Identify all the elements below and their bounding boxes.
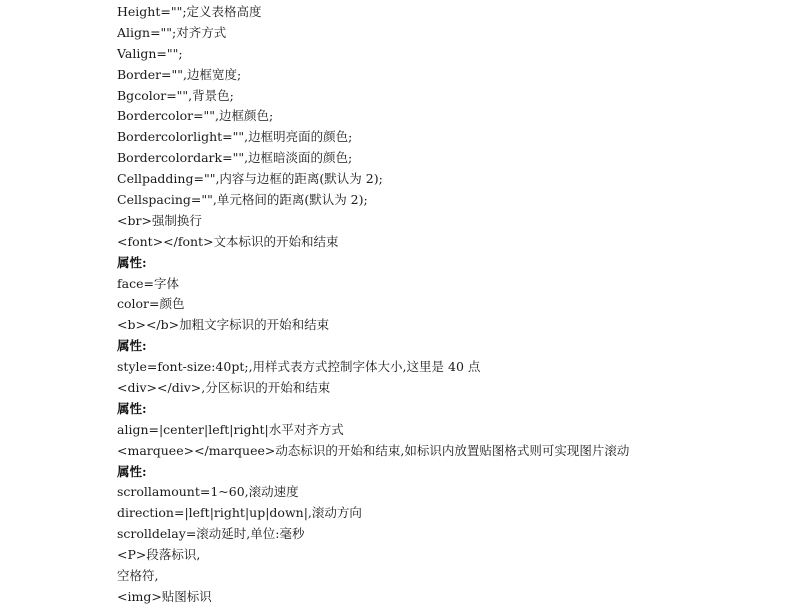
text-line: <font></font>文本标识的开始和结束 <box>117 233 339 249</box>
text-line: Height="";定义表格高度 <box>117 4 262 19</box>
text-line: Cellpadding="",内容与边框的距离(默认为 2); <box>117 171 383 187</box>
text-line: 空格符, <box>117 568 159 584</box>
text-line: <img>贴图标识 <box>117 588 212 604</box>
text-line: Border="",边框宽度; <box>117 66 242 82</box>
document-text-block <box>117 2 787 608</box>
text-line: Bgcolor="",背景色; <box>117 87 234 103</box>
text-line: <br>强制换行 <box>117 212 202 228</box>
text-line: Bordercolorlight="",边框明亮面的颜色; <box>117 129 353 145</box>
text-line: <marquee></marquee>动态标识的开始和结束,如标识内放置贴图格式则可实现图片滚动 <box>117 442 630 458</box>
text-line: align=|center|left|right|水平对齐方式 <box>117 421 344 437</box>
section-heading: 属性: <box>117 338 147 354</box>
text-line: Cellspacing="",单元格间的距离(默认为 2); <box>117 192 368 208</box>
text-line: <div></div>,分区标识的开始和结束 <box>117 380 331 396</box>
section-heading: 属性: <box>117 463 147 479</box>
text-line: scrollamount=1~60,滚动速度 <box>117 484 299 500</box>
text-line: Align="";对齐方式 <box>117 24 227 40</box>
text-line: <b></b>加粗文字标识的开始和结束 <box>117 317 330 333</box>
text-line: color=颜色 <box>117 296 185 312</box>
text-line: direction=|left|right|up|down|,滚动方向 <box>117 505 362 521</box>
text-line: <P>段落标识, <box>117 547 201 563</box>
section-heading: 属性: <box>117 254 147 270</box>
text-line: Valign=""; <box>117 45 183 61</box>
text-line: scrolldelay=滚动延时,单位:毫秒 <box>117 526 305 542</box>
text-line: style=font-size:40pt;,用样式表方式控制字体大小,这里是 40 点 <box>117 359 481 375</box>
section-heading: 属性: <box>117 400 147 416</box>
text-line: Bordercolor="",边框颜色; <box>117 108 274 124</box>
text-line: Bordercolordark="",边框暗淡面的颜色; <box>117 150 353 166</box>
text-line: face=字体 <box>117 275 179 291</box>
